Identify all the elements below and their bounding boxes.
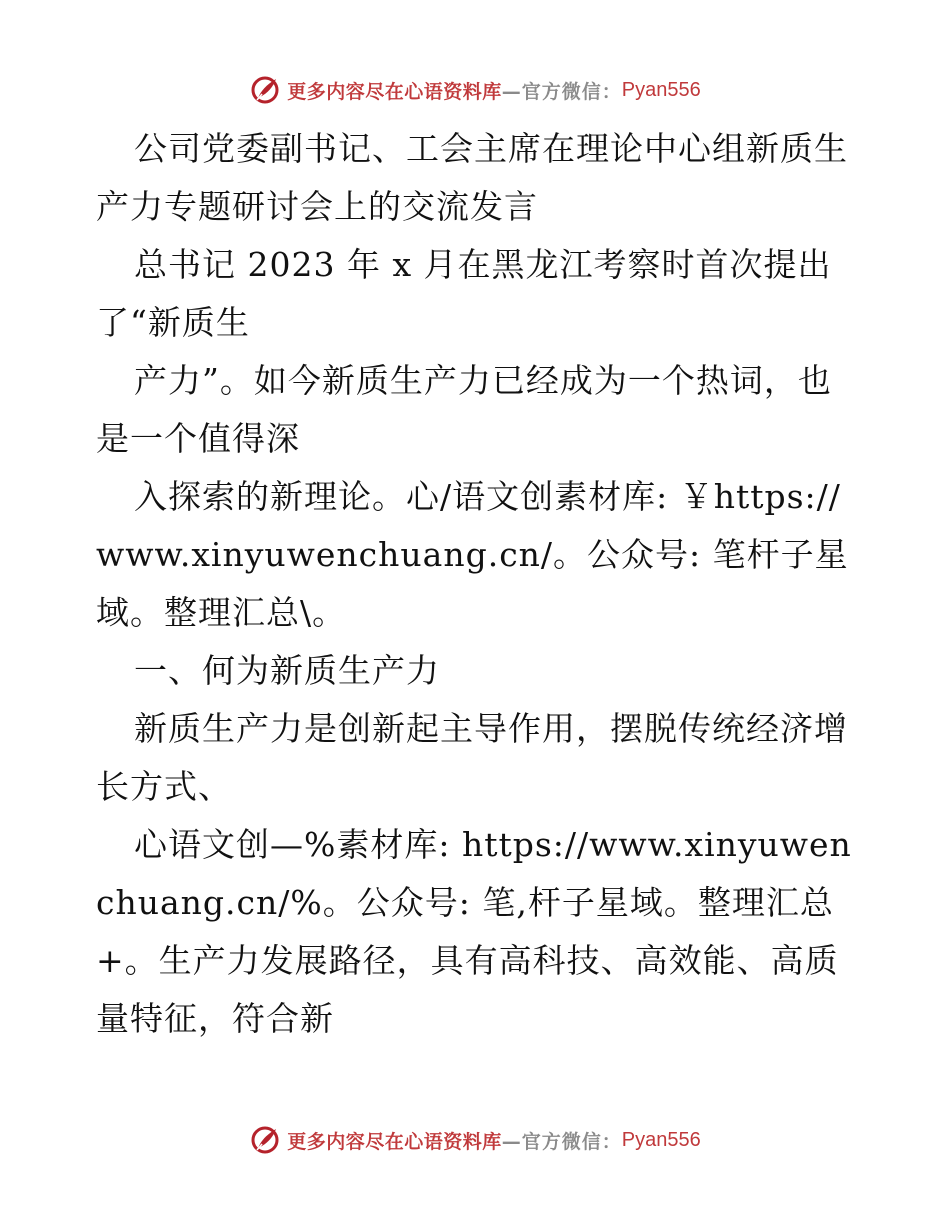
quill-pen-logo-icon <box>249 1124 281 1156</box>
paragraph: 产力”。如今新质生产力已经成为一个热词，也是一个值得深 <box>96 361 832 458</box>
document-title: 公司党委副书记、工会主席在理论中心组新质生产力专题研讨会上的交流发言 <box>96 129 848 226</box>
paragraph: 总书记 2023 年 x 月在黑龙江考察时首次提出了“新质生 <box>96 245 832 342</box>
section-heading: 一、何为新质生产力 <box>134 651 440 690</box>
paragraph: 入探索的新理论。心/语文创素材库: ￥https://www.xinyuwenchuang.cn/。公众号: 笔杆子星域。整理汇总\。 <box>96 477 849 632</box>
banner-wechat-label: —官方微信： <box>501 80 622 103</box>
paragraph: 新质生产力是创新起主导作用，摆脱传统经济增长方式、 <box>96 709 848 806</box>
paragraph: 心语文创—%素材库: https://www.xinyuwenchuang.cn/%。公众号: 笔,杆子星域。整理汇总+。生产力发展路径，具有高科技、高效能、高质量特征，符合新 <box>96 825 852 1038</box>
banner-wechat-label: —官方微信： <box>501 1130 622 1153</box>
header-banner <box>0 70 950 110</box>
banner-wechat-handle: Pyan556 <box>621 1128 701 1151</box>
footer-banner <box>0 1120 950 1160</box>
banner-wechat-handle: Pyan556 <box>621 78 701 101</box>
quill-pen-logo-icon <box>249 74 281 106</box>
banner-brand-text: 更多内容尽在心语资料库 <box>287 80 502 103</box>
document-body <box>96 120 856 1048</box>
banner-brand-text: 更多内容尽在心语资料库 <box>287 1130 502 1153</box>
